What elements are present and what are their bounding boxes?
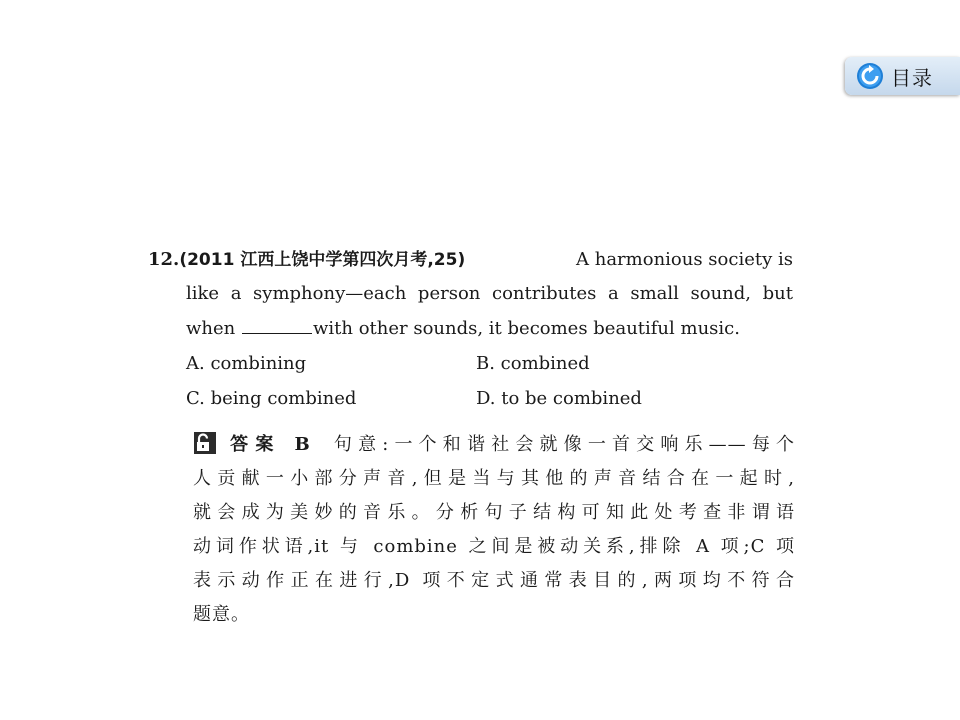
answer-line-5: 表示动作正在进行,D 项不定式通常表目的,两项均不符合	[193, 570, 795, 591]
options-row-2	[186, 381, 793, 416]
options-row-1	[186, 346, 793, 381]
question-header	[148, 244, 465, 276]
option-a: A. combining	[186, 353, 307, 374]
question-number: 12.	[148, 249, 180, 270]
answer-line-4: 动词作状语,it 与 combine 之间是被动关系,排除 A 项;C 项	[193, 536, 795, 557]
answer-text-1: 句意:一个和谐社会就像一首交响乐——每个	[328, 434, 795, 455]
answer-key: B	[294, 434, 311, 455]
answer-line-2: 人贡献一小部分声音,但是当与其他的声音结合在一起时,	[193, 468, 795, 489]
answer-block	[193, 428, 795, 632]
question-text-line3	[186, 311, 793, 346]
toc-button[interactable]	[845, 57, 960, 95]
question-text-before-blank: when	[186, 318, 236, 339]
question-text-after-blank: with other sounds, it becomes beautiful music.	[312, 318, 740, 339]
answer-blank	[242, 315, 312, 334]
option-d: D. to be combined	[476, 388, 642, 409]
answer-tag: 答案	[225, 434, 281, 455]
refresh-circle-icon	[856, 62, 884, 90]
question-first-line	[148, 244, 793, 276]
answer-line-1	[193, 428, 795, 462]
answer-line-6: 题意。	[193, 604, 250, 625]
option-c: C. being combined	[186, 388, 357, 409]
toc-label: 目录	[891, 65, 933, 90]
option-b: B. combined	[476, 353, 590, 374]
question-text-line1: A harmonious society is	[576, 249, 793, 270]
question-block	[148, 244, 793, 416]
question-text-line2: like a symphony—each person contributes a small sound, but	[186, 283, 793, 304]
answer-line-3: 就会成为美妙的音乐。分析句子结构可知此处考查非谓语	[193, 502, 795, 523]
options-list	[186, 346, 793, 416]
unlock-icon	[193, 431, 217, 455]
question-source: (2011 江西上饶中学第四次月考,25)	[179, 250, 466, 270]
